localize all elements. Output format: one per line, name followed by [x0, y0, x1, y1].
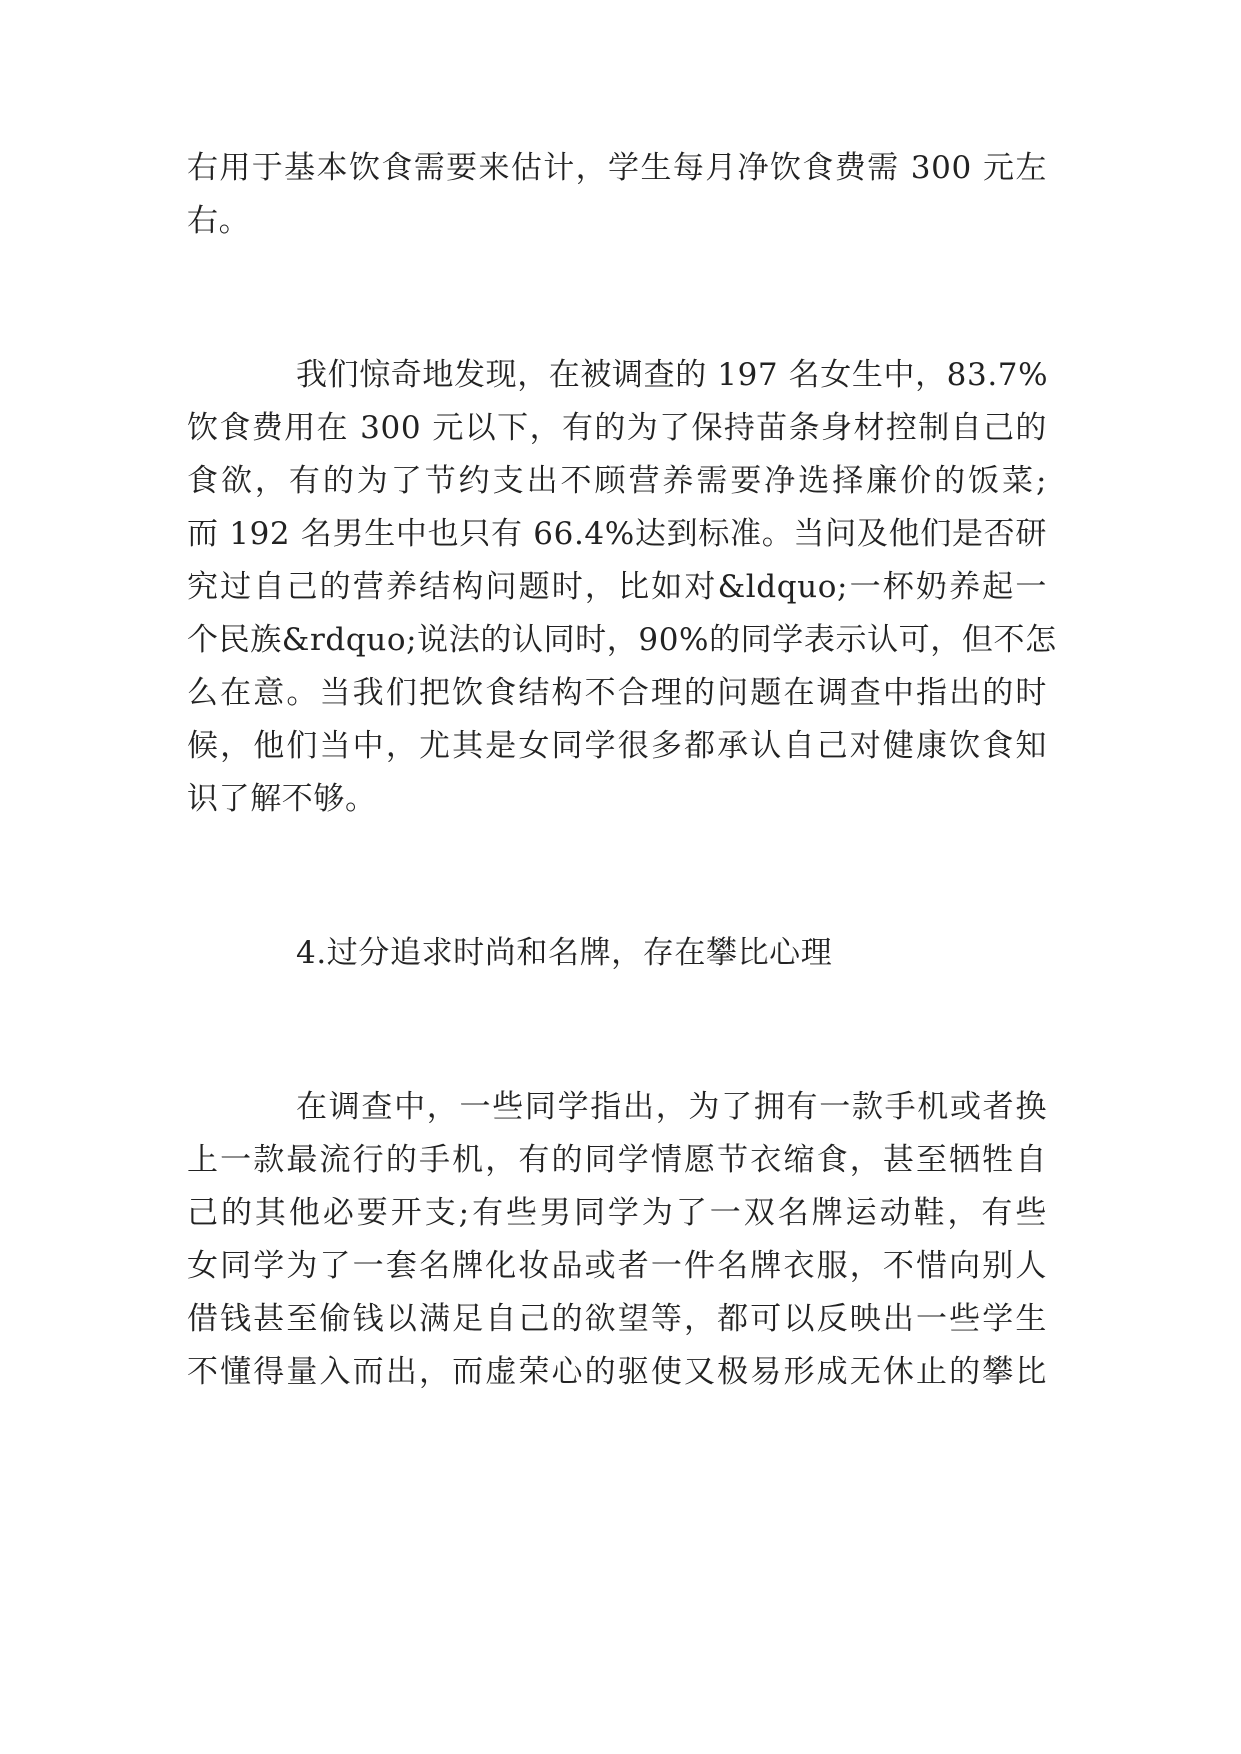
paragraph-3-line-3: 己的其他必要开支;有些男同学为了一双名牌运动鞋，有些 [187, 1195, 1047, 1231]
paragraph-2-line-8: 候，他们当中，尤其是女同学很多都承认自己对健康饮食知 [187, 728, 1047, 764]
paragraph-2-line-1: 我们惊奇地发现，在被调查的 197 名女生中，83.7% [296, 357, 1049, 393]
paragraph-2-line-6: 个民族&rdquo;说法的认同时，90%的同学表示认可，但不怎 [187, 622, 1057, 658]
paragraph-2-line-4: 而 192 名男生中也只有 66.4%达到标准。当问及他们是否研 [187, 516, 1047, 552]
paragraph-3-line-5: 借钱甚至偷钱以满足自己的欲望等，都可以反映出一些学生 [187, 1301, 1047, 1337]
paragraph-2-line-2: 饮食费用在 300 元以下，有的为了保持苗条身材控制自己的 [187, 410, 1047, 446]
paragraph-3-line-6: 不懂得量入而出，而虚荣心的驱使又极易形成无休止的攀比 [187, 1354, 1047, 1390]
paragraph-2-line-3: 食欲，有的为了节约支出不顾营养需要净选择廉价的饭菜; [187, 463, 1047, 499]
paragraph-3-line-2: 上一款最流行的手机，有的同学情愿节衣缩食，甚至牺牲自 [187, 1142, 1047, 1178]
section-heading: 4.过分追求时尚和名牌，存在攀比心理 [296, 935, 833, 971]
paragraph-3-line-1: 在调查中，一些同学指出，为了拥有一款手机或者换 [296, 1089, 1047, 1125]
paragraph-2-line-9: 识了解不够。 [187, 781, 377, 817]
paragraph-3-line-4: 女同学为了一套名牌化妆品或者一件名牌衣服，不惜向别人 [187, 1248, 1047, 1284]
paragraph-1-line-2: 右。 [187, 203, 251, 239]
paragraph-1-line-1: 右用于基本饮食需要来估计，学生每月净饮食费需 300 元左 [187, 150, 1047, 186]
paragraph-2-line-7: 么在意。当我们把饮食结构不合理的问题在调查中指出的时 [187, 675, 1047, 711]
paragraph-2-line-5: 究过自己的营养结构问题时，比如对&ldquo;一杯奶养起一 [187, 569, 1047, 605]
